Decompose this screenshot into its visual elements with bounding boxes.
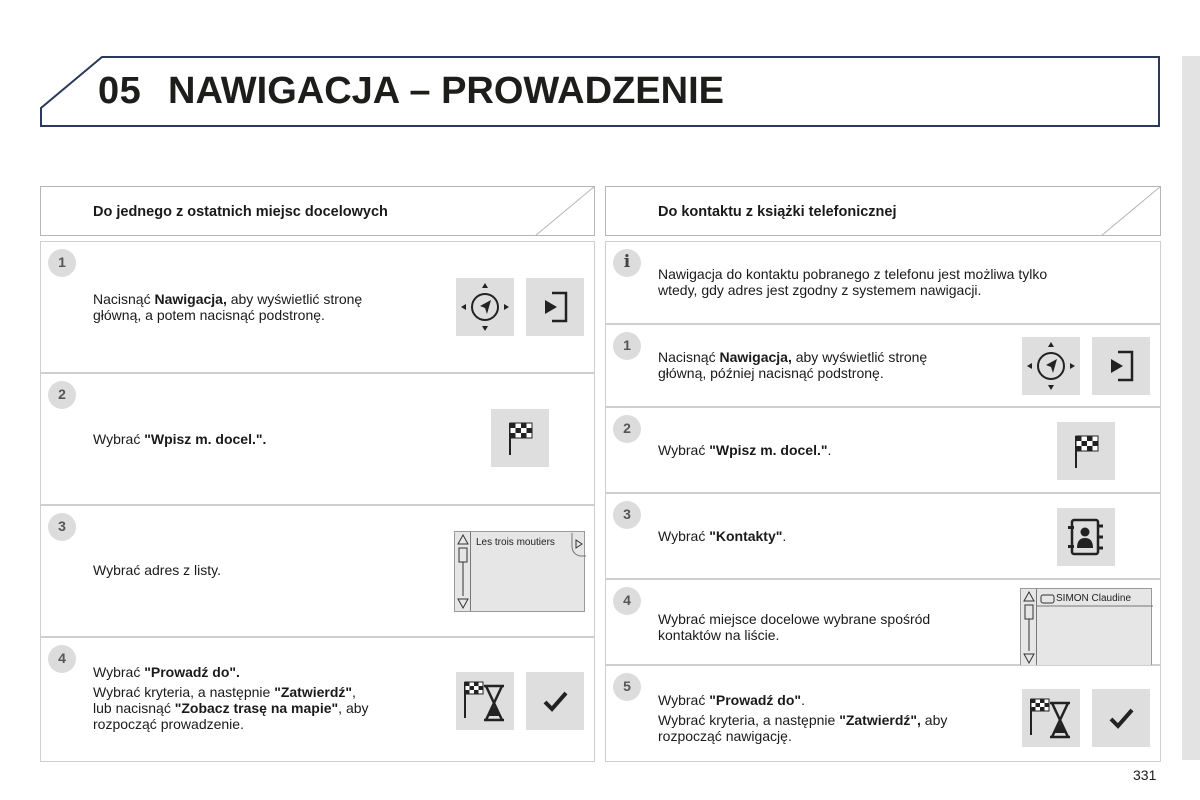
flag-hourglass-icon (456, 672, 514, 730)
step-badge: 4 (48, 645, 76, 673)
page-number: 331 (1133, 767, 1157, 783)
chapter-title: NAWIGACJA – PROWADZENIE (168, 70, 724, 112)
right-step-4 (605, 579, 1161, 665)
right-step-2 (605, 407, 1161, 493)
chapter-number: 05 (98, 70, 142, 112)
contacts-button[interactable] (1057, 508, 1115, 566)
confirm-button[interactable] (526, 672, 584, 730)
left-step-1 (40, 241, 595, 373)
right-info-note (605, 241, 1161, 324)
submenu-button[interactable] (1092, 337, 1150, 395)
step-text: Nacisnąć Nawigacja, aby wyświetlić stronę główną, później nacisnąć podstronę. (658, 349, 928, 381)
side-tab-bar (1182, 56, 1200, 760)
step-text: Wybrać adres z listy. (93, 562, 221, 578)
left-column (40, 186, 595, 732)
chapter-header (40, 56, 1160, 127)
address-list-widget[interactable] (454, 531, 585, 612)
navigation-joystick-icon (456, 278, 514, 336)
step-text: Wybrać "Wpisz m. docel.". (658, 442, 832, 458)
list-item[interactable]: Les trois moutiers (476, 537, 555, 548)
enter-destination-button[interactable] (491, 409, 549, 467)
submenu-enter-icon (526, 278, 584, 336)
list-item-frame (1021, 589, 1153, 668)
list-item-frame (455, 532, 586, 613)
step-text: Nacisnąć Nawigacja, aby wyświetlić stronę główną, a potem nacisnąć podstronę. (93, 291, 363, 323)
right-column (605, 186, 1161, 744)
checkmark-icon (1092, 689, 1150, 747)
step-text: Wybrać miejsce docelowe wybrane spośród kontaktów na liście. (658, 611, 931, 643)
info-text: Nawigacja do kontaktu pobranego z telefonu jest możliwa tylko wtedy, gdy adres jest zgodny z systemem nawigacji. (658, 266, 1048, 298)
step-badge: 3 (48, 513, 76, 541)
corner-fold (1101, 186, 1161, 236)
step-text: Wybrać "Kontakty". (658, 528, 787, 544)
submenu-button[interactable] (526, 278, 584, 336)
right-column-heading-box (605, 186, 1161, 236)
navigation-joystick-icon (1022, 337, 1080, 395)
left-step-3 (40, 505, 595, 637)
enter-destination-button[interactable] (1057, 422, 1115, 480)
step-badge: 2 (613, 415, 641, 443)
step-badge: 1 (613, 332, 641, 360)
left-column-heading-box (40, 186, 595, 236)
step-badge: 3 (613, 501, 641, 529)
step-badge: 2 (48, 381, 76, 409)
confirm-button[interactable] (1092, 689, 1150, 747)
step-text: Wybrać "Prowadź do". Wybrać kryteria, a następnie "Zatwierdź", lub nacisnąć "Zobacz trasę na mapie", aby rozpocząć prowadzenie. (93, 664, 369, 732)
checkmark-icon (526, 672, 584, 730)
info-icon: i (613, 249, 641, 277)
right-step-3 (605, 493, 1161, 579)
guide-to-button[interactable] (456, 672, 514, 730)
step-text: Wybrać "Prowadź do". Wybrać kryteria, a następnie "Zatwierdź", aby rozpocząć nawigację. (658, 692, 948, 744)
corner-fold (535, 186, 595, 236)
list-item[interactable]: SIMON Claudine (1056, 593, 1132, 604)
checkered-flag-icon (491, 409, 549, 467)
guide-to-button[interactable] (1022, 689, 1080, 747)
right-step-5 (605, 665, 1161, 762)
flag-hourglass-icon (1022, 689, 1080, 747)
left-column-heading: Do jednego z ostatnich miejsc docelowych (93, 204, 388, 220)
submenu-enter-icon (1092, 337, 1150, 395)
step-text: Wybrać "Wpisz m. docel.". (93, 431, 267, 447)
step-badge: 1 (48, 249, 76, 277)
step-badge: 4 (613, 587, 641, 615)
right-column-heading: Do kontaktu z książki telefonicznej (658, 204, 897, 220)
contacts-book-icon (1057, 508, 1115, 566)
left-step-2 (40, 373, 595, 505)
contacts-list-widget[interactable] (1020, 588, 1152, 667)
right-step-1 (605, 324, 1161, 407)
step-badge: 5 (613, 673, 641, 701)
navigation-button[interactable] (1022, 337, 1080, 395)
left-step-4 (40, 637, 595, 762)
checkered-flag-icon (1057, 422, 1115, 480)
navigation-button[interactable] (456, 278, 514, 336)
